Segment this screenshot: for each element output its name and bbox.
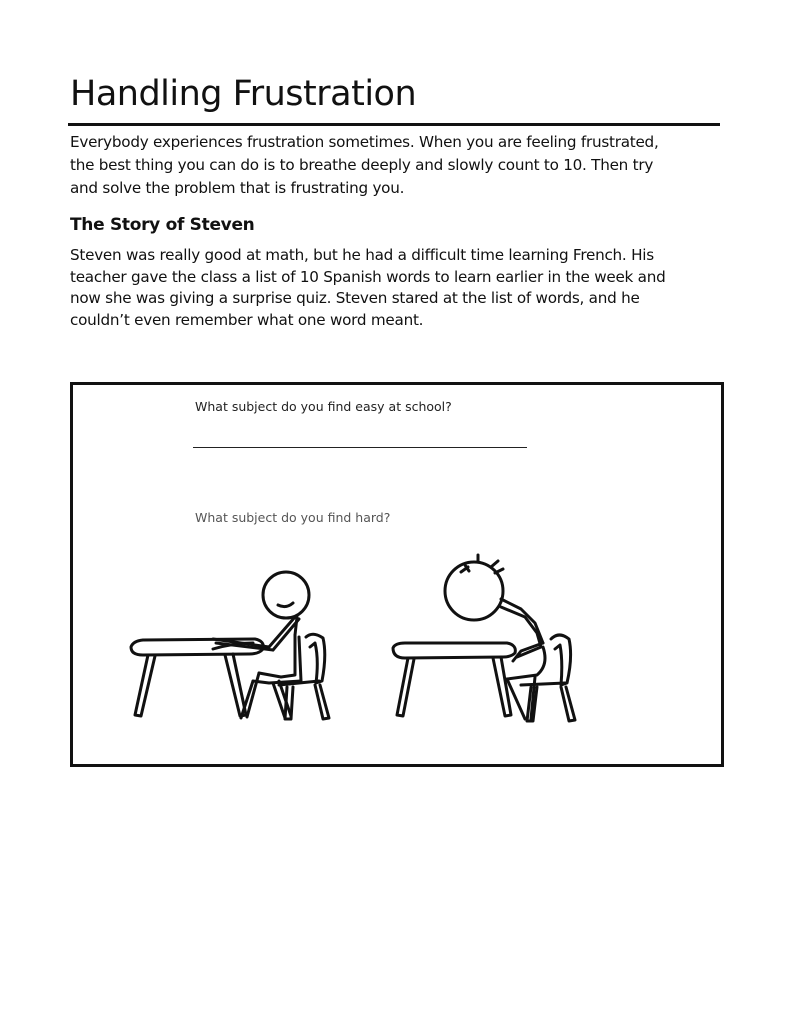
story-line: now she was giving a surprise quiz. Steven stared at the list of words, and he [70,289,640,307]
story-line: teacher gave the class a list of 10 Spanish words to learn earlier in the week and [70,267,666,286]
left-desk-drawing [131,639,263,716]
intro-line: the best thing you can do is to breathe deeply and slowly count to 10. Then try [70,156,654,174]
intro-line: Everybody experiences frustration sometimes. When you are feeling frustrated, [70,133,659,151]
classroom-illustration [73,385,721,764]
right-desk-drawing [393,643,515,716]
story-line: couldn’t even remember what one word meant. [70,310,424,329]
calm-student-drawing [213,572,309,718]
story-heading: The Story of Steven [70,215,255,235]
intro-paragraph [70,131,730,200]
question-easy-subject: What subject do you find easy at school? [195,399,452,414]
question-hard-subject: What subject do you find hard? [195,510,391,525]
intro-line: and solve the problem that is frustrating you. [70,179,405,197]
page-title: Handling Frustration [70,74,417,114]
activity-box [70,382,724,767]
title-underline [68,123,720,126]
story-line: Steven was really good at math, but he had a difficult time learning French. His [70,246,654,264]
story-paragraph [70,245,730,331]
